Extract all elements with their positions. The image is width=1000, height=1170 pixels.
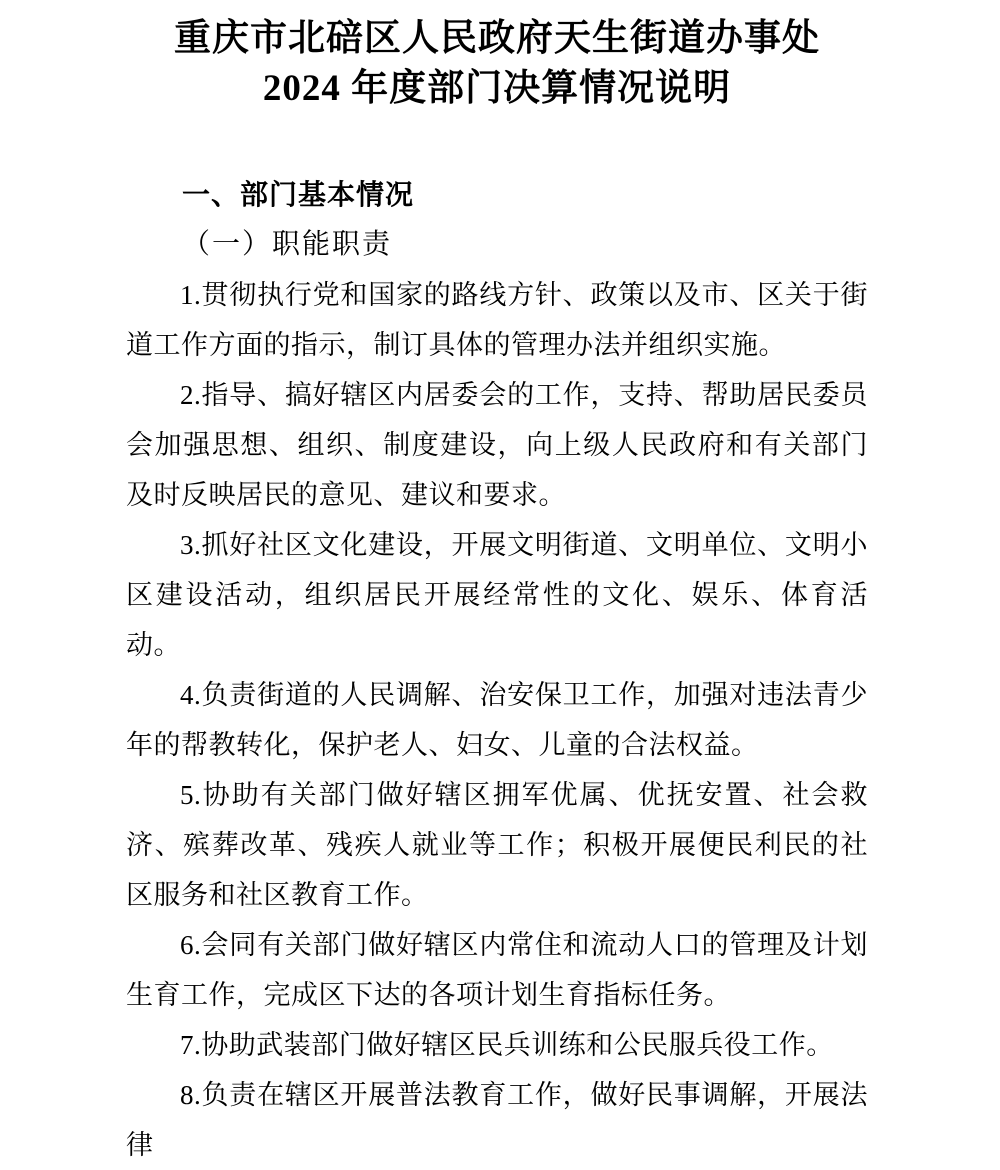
body-paragraph-8-truncated: 8.负责在辖区开展普法教育工作，做好民事调解，开展法律 (126, 1080, 868, 1160)
body-paragraph-6: 6.会同有关部门做好辖区内常住和流动人口的管理及计划生育工作，完成区下达的各项计划生育指标任务。 (126, 930, 868, 1010)
body-paragraph-3: 3.抓好社区文化建设，开展文明街道、文明单位、文明小区建设活动，组织居民开展经常性的文化、娱乐、体育活动。 (126, 530, 868, 660)
document-title (126, 14, 868, 114)
document-title-line2: 2024 年度部门决算情况说明 (262, 68, 732, 109)
body-paragraph-4: 4.负责街道的人民调解、治安保卫工作，加强对违法青少年的帮教转化，保护老人、妇女、儿童的合法权益。 (126, 680, 868, 760)
section-heading-basic-info: 一、部门基本情况 (182, 178, 415, 211)
body-paragraphs (126, 270, 868, 1170)
body-paragraph-5: 5.协助有关部门做好辖区拥军优属、优抚安置、社会救济、殡葬改革、残疾人就业等工作；积极开展便民利民的社区服务和社区教育工作。 (126, 780, 868, 910)
body-paragraph-7: 7.协助武装部门做好辖区民兵训练和公民服兵役工作。 (180, 1030, 834, 1060)
body-paragraph-2: 2.指导、搞好辖区内居委会的工作，支持、帮助居民委员会加强思想、组织、制度建设，向上级人民政府和有关部门及时反映居民的意见、建议和要求。 (126, 380, 868, 510)
document-title-line1: 重庆市北碚区人民政府天生街道办事处 (174, 18, 820, 59)
body-paragraph-1: 1.贯彻执行党和国家的路线方针、政策以及市、区关于街道工作方面的指示，制订具体的管理办法并组织实施。 (126, 280, 868, 360)
subsection-heading-duties: （一）职能职责 (182, 229, 393, 260)
